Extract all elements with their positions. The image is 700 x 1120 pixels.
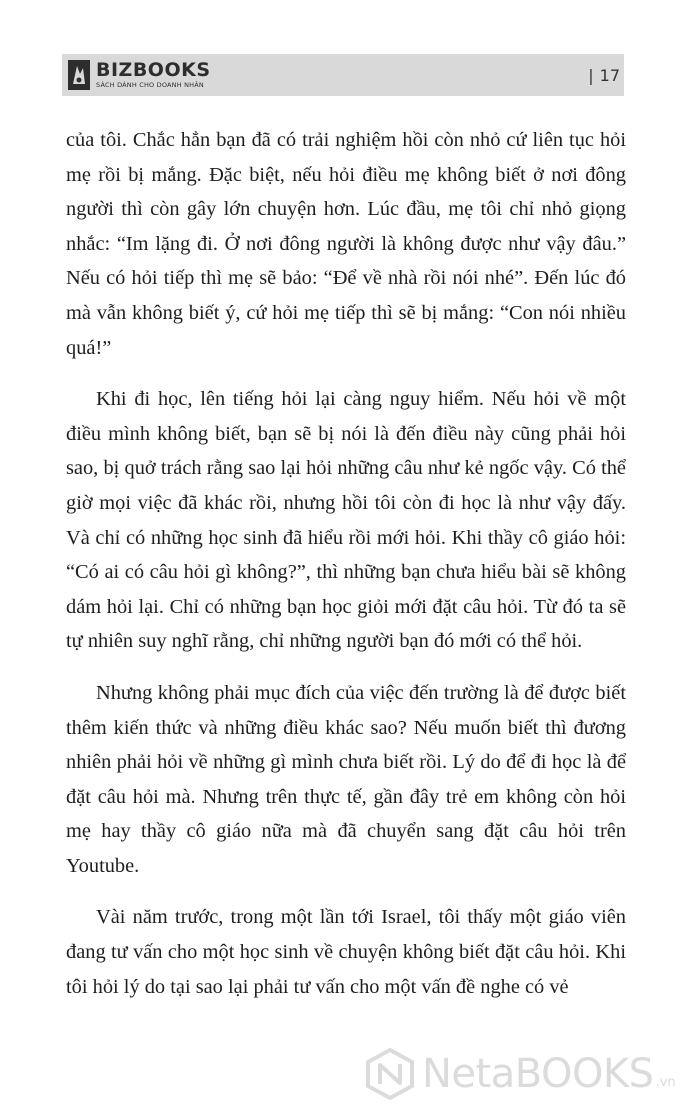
page-separator: |: [588, 66, 594, 85]
brand-tagline: SÁCH DÀNH CHO DOANH NHÂN: [96, 81, 204, 90]
paragraph-4: Vài năm trước, trong một lần tới Israel, tôi thấy một giáo viên đang tư vấn cho một học sinh về chuyện không biết đặt câu hỏi. Khi tôi hỏi lý do tại sao lại phải tư vấn cho một vấn đề nghe có vẻ: [66, 906, 626, 998]
watermark-text: NetaBOOKS: [422, 1051, 654, 1097]
paragraph-2: Khi đi học, lên tiếng hỏi lại càng nguy hiểm. Nếu hỏi về một điều mình không biết, bạn sẽ bị nói là đến điều này cũng phải hỏi sao, bị quở trách rằng sao lại hỏi những câu như kẻ ngốc vậy. Có thể giờ mọi việc đã khác rồi, nhưng hồi tôi còn đi học là như vậy đấy. Và chỉ có những học sinh đã hiểu rồi mới hỏi. Khi thầy cô giáo hỏi: “Có ai có câu hỏi gì không?”, thì những bạn chưa hiểu bài sẽ không dám hỏi lại. Chỉ có những bạn học giỏi mới đặt câu hỏi. Từ đó ta sẽ tự nhiên suy nghĩ rằng, chỉ những người bạn đó mới có thể hỏi.: [66, 388, 626, 653]
neta-n-icon: [364, 1048, 416, 1100]
brand-name: BIZBOOKS: [96, 59, 211, 82]
page-number: [588, 66, 620, 85]
watermark-tld: .vn: [655, 1075, 676, 1090]
page-number-value: 17: [599, 66, 620, 85]
body-text: [66, 123, 626, 1004]
paragraph-1: của tôi. Chắc hẳn bạn đã có trải nghiệm hồi còn nhỏ cứ liên tục hỏi mẹ rồi bị mắng. Đặc biệt, nếu hỏi điều mẹ không biết ở nơi đông người thì còn gây lớn chuyện hơn. Lúc đầu, mẹ tôi chỉ nhỏ giọng nhắc: “Im lặng đi. Ở nơi đông người là không được như vậy đâu.” Nếu có hỏi tiếp thì mẹ sẽ bảo: “Để về nhà rồi nói nhé”. Đến lúc đó mà vẫn không biết ý, cứ hỏi mẹ tiếp thì sẽ bị mắng: “Con nói nhiều quá!”: [66, 129, 626, 359]
bizbooks-logo-icon: [68, 60, 90, 90]
bizbooks-logo: [68, 58, 211, 92]
netabooks-watermark: [364, 1044, 676, 1104]
paragraph-3: Nhưng không phải mục đích của việc đến trường là để được biết thêm kiến thức và những điều khác sao? Nếu muốn biết thì đương nhiên phải hỏi về những gì mình chưa biết rồi. Lý do để đi học là để đặt câu hỏi mà. Nhưng trên thực tế, gần đây trẻ em không còn hỏi mẹ hay thầy cô giáo nữa mà đã chuyển sang đặt câu hỏi trên Youtube.: [66, 681, 626, 877]
